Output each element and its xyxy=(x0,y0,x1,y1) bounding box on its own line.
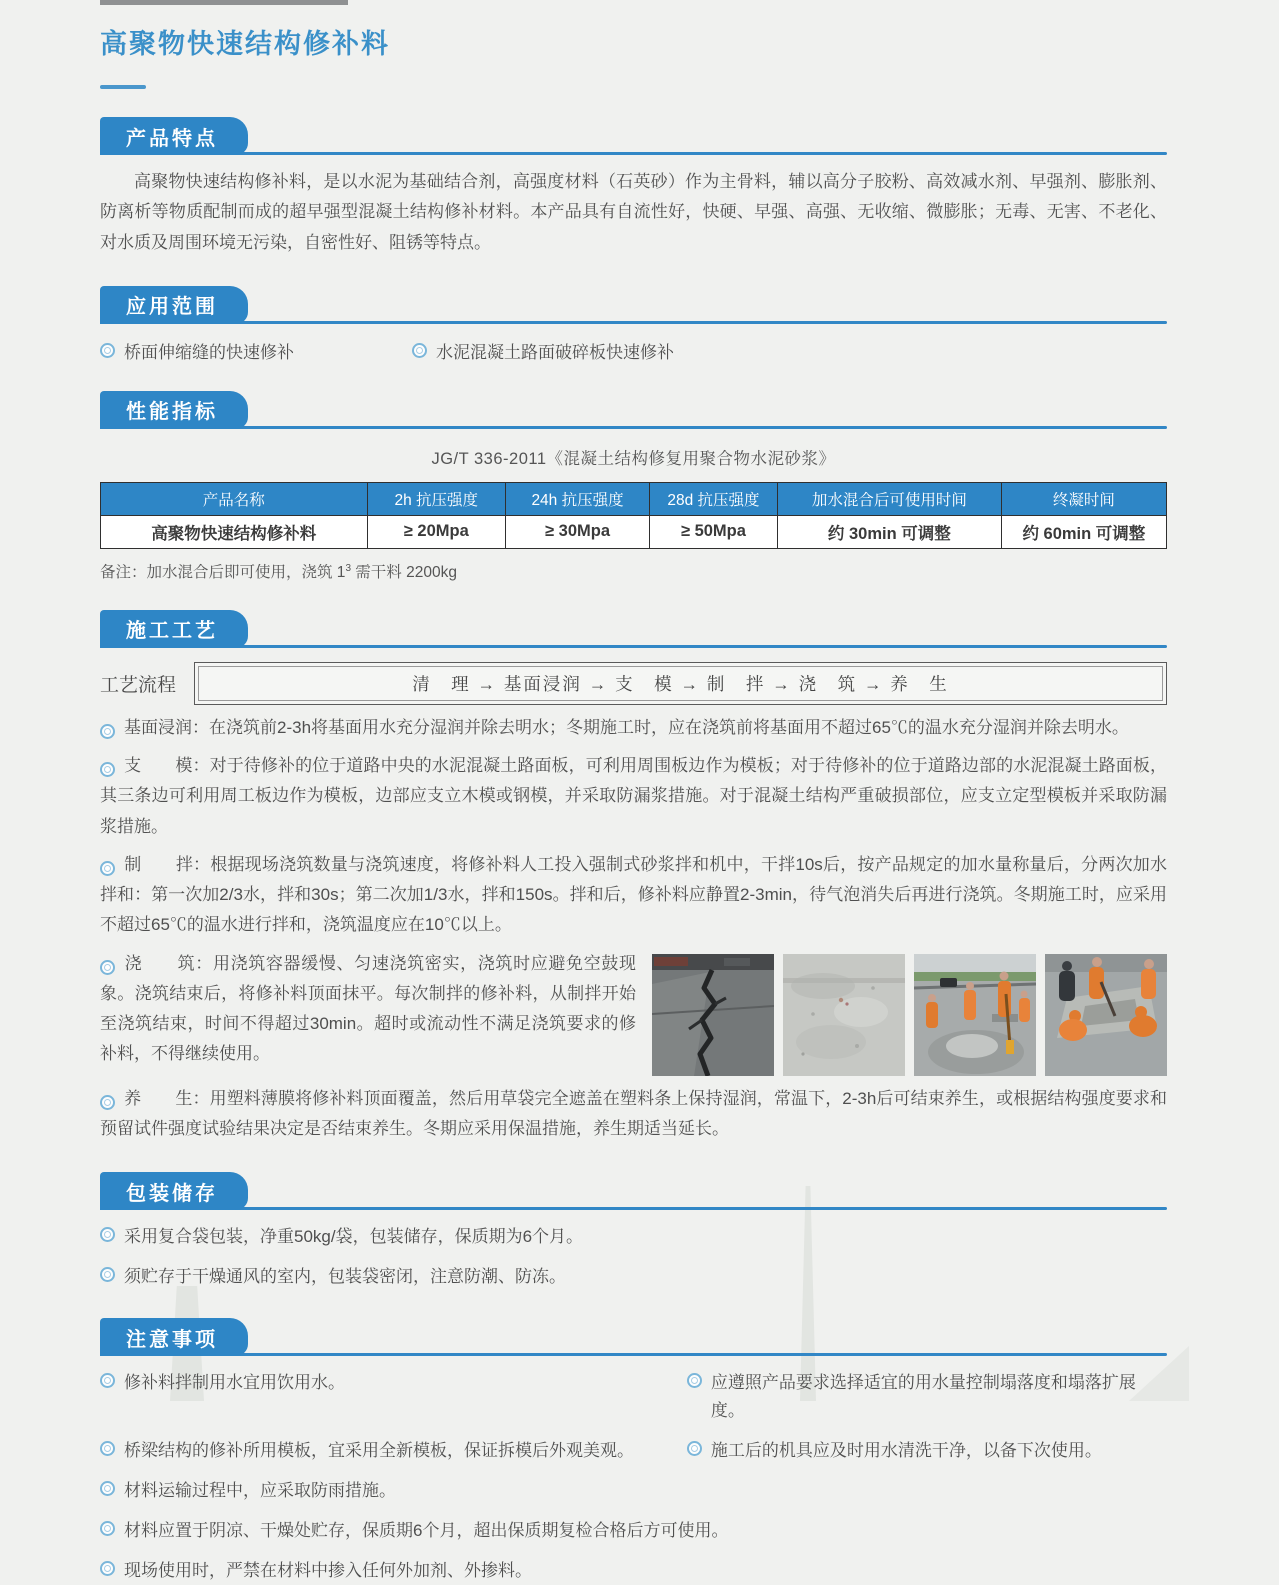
ring-bullet-inner xyxy=(104,964,111,971)
standard-reference: JG/T 336-2011《混凝土结构修复用聚合物水泥砂浆》 xyxy=(431,449,836,468)
table-cell: ≥ 20Mpa xyxy=(367,515,506,548)
ring-bullet-inner xyxy=(104,1377,111,1384)
ring-bullet-icon xyxy=(100,1373,115,1388)
section-header-line xyxy=(100,645,1167,648)
process-flow-box xyxy=(194,662,1167,705)
ring-bullet-icon xyxy=(100,1227,115,1242)
step-label: 养 生： xyxy=(124,1088,210,1108)
note-item xyxy=(100,1477,1167,1504)
packaging-item xyxy=(100,1263,1167,1290)
table-cell-product-name: 高聚物快速结构修补料 xyxy=(101,515,368,548)
section-header-line xyxy=(100,152,1167,155)
step-label: 支 模： xyxy=(124,756,210,775)
application-item-label: 桥面伸缩缝的快速修补 xyxy=(124,342,294,362)
note-item xyxy=(100,1369,687,1423)
construction-step xyxy=(100,850,1167,941)
ring-bullet-inner xyxy=(691,1377,698,1384)
ring-bullet-icon xyxy=(100,1095,115,1110)
packaging-item-text: 须贮存于干燥通风的室内，包装袋密闭，注意防潮、防冻。 xyxy=(124,1267,566,1287)
section-header-packaging xyxy=(100,1168,1167,1210)
table-cell: 约 60min 可调整 xyxy=(1001,515,1166,548)
application-items-row xyxy=(100,338,1167,363)
ring-bullet-icon xyxy=(100,762,115,777)
construction-step xyxy=(100,949,636,1070)
note-item-text: 应遵照产品要求选择适宜的用水量控制塌落度和塌落扩展度。 xyxy=(710,1373,1136,1420)
ring-bullet-icon xyxy=(100,1481,115,1496)
step-text: 用浇筑容器缓慢、匀速浇筑密实，浇筑时应避免空鼓现象。浇筑结束后，将修补料顶面抹平。每次制拌的修补料，从制拌开始至浇筑结束，时间不得超过30min。超时或流动性不满足浇筑要求的修补料，不得继续使用。 xyxy=(100,953,637,1064)
ring-bullet-icon xyxy=(100,960,115,975)
table-note-superscript: 3 xyxy=(345,562,351,574)
construction-step xyxy=(100,751,1167,842)
process-flow-label: 工艺流程 xyxy=(100,674,177,696)
packaging-item xyxy=(100,1223,1167,1250)
section-tab-application: 应用范围 xyxy=(100,286,248,324)
table-note xyxy=(100,560,1167,582)
section-header-line xyxy=(100,1353,1167,1356)
step-text: 用塑料薄膜将修补料顶面覆盖，然后用草袋完全遮盖在塑料条上保持湿润，常温下，2-3h后可结束养生，或根据结构强度要求和预留试件强度试验结果决定是否结束养生。冬期应采用保温措施，养生期适当延长。 xyxy=(100,1088,1168,1138)
ring-bullet-icon xyxy=(100,343,115,358)
ring-bullet-inner xyxy=(104,1271,111,1278)
ring-bullet-inner xyxy=(104,1485,111,1492)
construction-step xyxy=(100,1084,1167,1145)
performance-table xyxy=(100,482,1167,549)
section-tab-notes: 注意事项 xyxy=(100,1318,248,1356)
step-text: 根据现场浇筑数量与浇筑速度，将修补料人工投入强制式砂浆拌和机中，干拌10s后，按产品规定的加水量称量后，分两次加水拌和：第一次加2/3水，拌和30s；第二次加1/3水，拌和150s。拌和后，修补料应静置2-3min，待气泡消失后再进行浇筑。冬期施工时，应采用不超过65℃的温水进行拌和，浇筑温度应在10℃以上。 xyxy=(100,854,1167,935)
workers-placing-material-photo xyxy=(1045,954,1167,1076)
damaged-concrete-surface-photo xyxy=(783,954,905,1076)
table-header-cell: 24h 抗压强度 xyxy=(506,482,650,515)
ring-bullet-inner xyxy=(416,347,423,354)
ring-bullet-inner xyxy=(104,1445,111,1452)
ring-bullet-inner xyxy=(104,1231,111,1238)
note-item xyxy=(100,1517,1167,1544)
table-header-cell: 2h 抗压强度 xyxy=(367,482,506,515)
section-header-line xyxy=(100,426,1167,429)
ring-bullet-icon xyxy=(100,861,115,876)
ring-bullet-inner xyxy=(104,1099,111,1106)
table-cell: 约 30min 可调整 xyxy=(777,515,1001,548)
ring-bullet-icon xyxy=(100,1267,115,1282)
note-item xyxy=(687,1369,1167,1423)
note-item xyxy=(100,1437,687,1464)
table-cell: ≥ 50Mpa xyxy=(649,515,777,548)
table-header-cell: 产品名称 xyxy=(101,482,368,515)
table-header-row xyxy=(101,482,1167,515)
construction-media-row xyxy=(100,949,1167,1076)
section-header-performance xyxy=(100,387,1167,429)
section-application xyxy=(100,282,1167,363)
process-flow-row xyxy=(100,662,1167,705)
ring-bullet-icon xyxy=(687,1373,702,1388)
section-header-application xyxy=(100,282,1167,324)
step-text: 对于待修补的位于道路中央的水泥混凝土路面板，可利用周围板边作为模板；对于待修补的位于道路边部的水泥混凝土路面板，其三条边可利用周工板边作为模板，边部应支立木模或钢模，并采取防漏浆措施。对于混凝土结构严重破损部位，应支立定型模板并采取防漏浆措施。 xyxy=(100,756,1168,836)
section-header-notes xyxy=(100,1314,1167,1356)
note-item-text: 修补料拌制用水宜用饮用水。 xyxy=(124,1373,345,1393)
features-paragraph: 高聚物快速结构修补料，是以水泥为基础结合剂，高强度材料（石英砂）作为主骨料，辅以高分子胶粉、高效减水剂、早强剂、膨胀剂、防离析等物质配制而成的超早强型混凝土结构修补材料。本产品具有自流性好，快硬、早强、高强、无收缩、微膨胀；无毒、无害、不老化、对水质及周围环境无污染，自密性好、阻锈等特点。 xyxy=(100,172,1167,252)
process-flow-text: 清 理 → 基面浸润 → 支 模 → 制 拌 → 浇 筑 → 养 生 xyxy=(412,673,949,694)
construction-step xyxy=(100,713,1167,743)
section-tab-construction: 施工工艺 xyxy=(100,610,248,648)
construction-photos xyxy=(652,949,1167,1076)
note-item xyxy=(100,1557,1167,1584)
note-item xyxy=(687,1437,1167,1464)
table-cell: ≥ 30Mpa xyxy=(506,515,650,548)
note-item-text: 桥梁结构的修补所用模板，宜采用全新模板，保证拆模后外观美观。 xyxy=(124,1440,634,1460)
ring-bullet-inner xyxy=(104,728,111,735)
step-label: 制 拌： xyxy=(124,854,211,874)
section-tab-packaging: 包装储存 xyxy=(100,1172,248,1210)
ring-bullet-inner xyxy=(691,1445,698,1452)
ring-bullet-inner xyxy=(104,1565,111,1572)
ring-bullet-icon xyxy=(100,1561,115,1576)
section-header-line xyxy=(100,321,1167,324)
application-item-label: 水泥混凝土路面破碎板快速修补 xyxy=(436,342,674,362)
step-label: 基面浸润： xyxy=(124,717,209,737)
table-header-cell: 28d 抗压强度 xyxy=(649,482,777,515)
step-label: 浇 筑： xyxy=(124,953,213,973)
road-repair-workers-photo xyxy=(914,954,1036,1076)
ring-bullet-icon xyxy=(412,343,427,358)
section-features xyxy=(100,113,1167,258)
application-item xyxy=(412,338,674,363)
ring-bullet-icon xyxy=(100,724,115,739)
ring-bullet-inner xyxy=(104,1525,111,1532)
ring-bullet-icon xyxy=(687,1441,702,1456)
notes-grid xyxy=(100,1356,1167,1464)
ring-bullet-inner xyxy=(104,766,111,773)
ring-bullet-inner xyxy=(104,865,111,872)
ring-bullet-inner xyxy=(104,347,111,354)
section-construction xyxy=(100,606,1167,1144)
section-header-line xyxy=(100,1207,1167,1210)
ring-bullet-icon xyxy=(100,1441,115,1456)
section-tab-features: 产品特点 xyxy=(100,117,248,155)
note-item-text: 材料应置于阴凉、干燥处贮存，保质期6个月，超出保质期复检合格后方可使用。 xyxy=(124,1521,729,1541)
note-item-text: 材料运输过程中，应采取防雨措施。 xyxy=(124,1480,396,1500)
section-notes xyxy=(100,1314,1167,1584)
table-row xyxy=(101,515,1167,548)
section-tab-performance: 性能指标 xyxy=(100,391,248,429)
section-packaging xyxy=(100,1168,1167,1290)
cracked-dark-pavement-photo xyxy=(652,954,774,1076)
application-item xyxy=(100,338,412,363)
step-text: 在浇筑前2-3h将基面用水充分湿润并除去明水；冬期施工时，应在浇筑前将基面用不超过65℃的温水充分湿润并除去明水。 xyxy=(209,717,1129,737)
note-item-text: 施工后的机具应及时用水清洗干净，以备下次使用。 xyxy=(710,1440,1102,1460)
ring-bullet-icon xyxy=(100,1521,115,1536)
table-header-cell: 终凝时间 xyxy=(1001,482,1166,515)
packaging-item-text: 采用复合袋包装，净重50kg/袋，包装储存，保质期为6个月。 xyxy=(124,1227,584,1246)
table-note-text: 需干料 2200kg xyxy=(351,563,457,581)
section-header-features xyxy=(100,113,1167,155)
title-underline xyxy=(100,85,146,89)
table-note-text: 备注：加水混合后即可使用，浇筑 1 xyxy=(100,563,346,581)
section-header-construction xyxy=(100,606,1167,648)
page-title: 高聚物快速结构修补料 xyxy=(100,29,390,59)
table-header-cell: 加水混合后可使用时间 xyxy=(777,482,1001,515)
section-performance xyxy=(100,387,1167,582)
note-item-text: 现场使用时，严禁在材料中掺入任何外加剂、外掺料。 xyxy=(124,1561,532,1581)
